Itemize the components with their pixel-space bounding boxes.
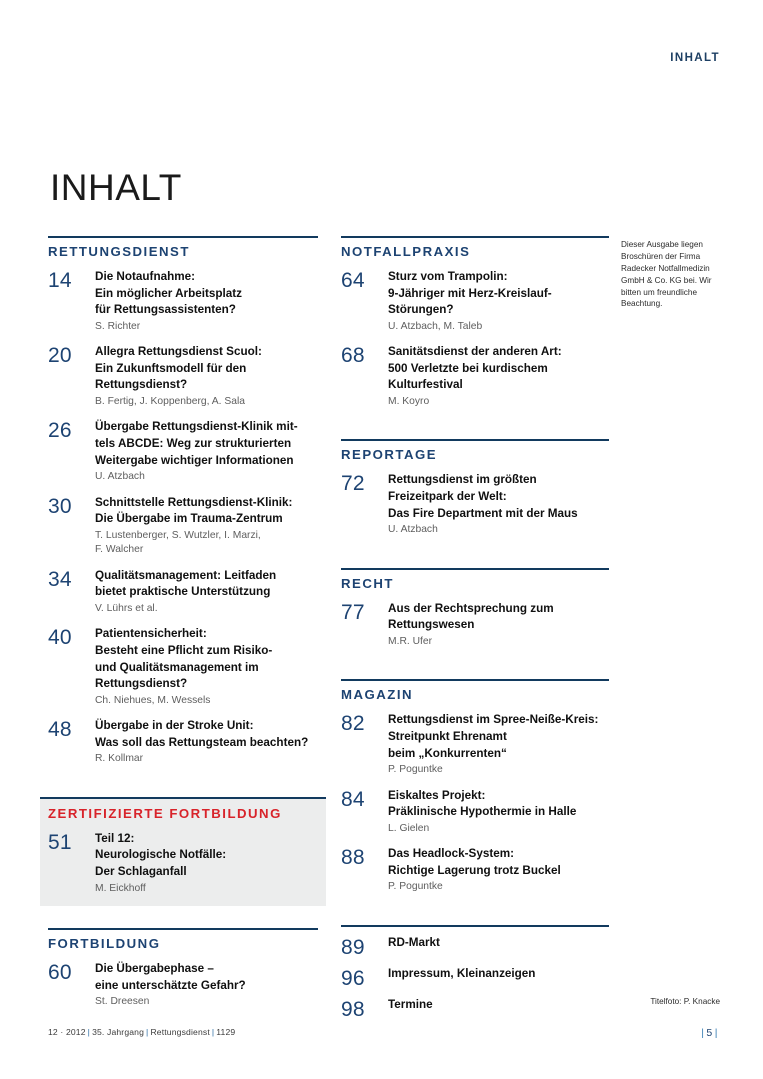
toc-entry[interactable]: [341, 344, 609, 409]
section-title-zertifizierte-fortbildung: ZERTIFIZIERTE FORTBILDUNG: [48, 805, 282, 821]
running-head: INHALT: [670, 52, 720, 64]
toc-entry-authors: U. Atzbach: [388, 524, 438, 536]
toc-entry-body: [388, 601, 609, 650]
section-title-fortbildung: FORTBILDUNG: [48, 936, 161, 952]
section-spacer: [341, 409, 609, 439]
toc-entry-title: Die Notaufnahme: Ein möglicher Arbeitsplatz für Rettungsassistenten?: [95, 270, 242, 317]
section-rule: [48, 236, 318, 238]
folio: [699, 1027, 720, 1039]
toc-entry-body: [388, 269, 609, 334]
section-spacer: [48, 906, 318, 928]
toc-entry-title: Patientensicherheit: Besteht eine Pflicht zum Risiko- und Qualitätsmanagement im Rettungsdienst?: [95, 627, 273, 691]
toc-entry-title: RD-Markt: [388, 935, 440, 949]
toc-entry[interactable]: [341, 788, 609, 837]
toc-entry-page-number: 34: [48, 567, 72, 591]
section-rule: [341, 679, 609, 681]
toc-section-back-matter: [341, 925, 609, 1020]
section-title-notfallpraxis: NOTFALLPRAXIS: [341, 244, 471, 259]
toc-entry-body: [95, 495, 318, 558]
toc-entry-title: Übergabe in der Stroke Unit: Was soll das Rettungsteam beachten?: [95, 719, 309, 749]
toc-entry-page-number: 48: [48, 718, 72, 742]
footer-separator-2: |: [146, 1027, 149, 1037]
toc-entry-page-number: 64: [341, 269, 365, 292]
toc-entry[interactable]: [48, 961, 318, 1010]
toc-section-fortbildung: [48, 928, 318, 1010]
toc-entry-body: [95, 344, 318, 409]
toc-entry-authors: P. Poguntke: [388, 764, 443, 776]
toc-entry-title: Schnittstelle Rettungsdienst-Klinik: Die Übergabe im Trauma-Zentrum: [95, 495, 293, 526]
toc-entry-authors: P. Poguntke: [388, 881, 443, 893]
toc-section-magazin: [341, 679, 609, 894]
toc-column-left: [48, 236, 318, 1010]
footer-separator-3: |: [211, 1027, 215, 1037]
toc-entry-authors: L. Gielen: [388, 822, 430, 834]
toc-entry[interactable]: [48, 269, 318, 334]
footer-issue: 12 · 2012: [48, 1027, 86, 1037]
toc-entry-body: [388, 712, 609, 777]
section-spacer: [341, 895, 609, 925]
toc-entry-title: Sturz vom Trampolin: 9-Jähriger mit Herz-Kreislauf-Störungen?: [388, 270, 552, 317]
toc-entry-body: [388, 472, 609, 537]
toc-entry[interactable]: [48, 831, 318, 896]
toc-entry-page-number: 26: [48, 419, 72, 443]
toc-entry-body: [388, 788, 609, 837]
toc-entry[interactable]: [48, 568, 318, 617]
toc-entry-body: [95, 269, 318, 334]
toc-entry[interactable]: [341, 967, 609, 989]
toc-entry-title: Die Übergabephase – eine unterschätzte Gefahr?: [95, 962, 246, 992]
toc-entry-body: [388, 998, 609, 1013]
toc-entry-page-number: 60: [48, 961, 72, 985]
section-spacer: [341, 538, 609, 568]
toc-entry-authors: S. Richter: [95, 320, 141, 332]
toc-entry-title: Impressum, Kleinanzeigen: [388, 966, 536, 980]
toc-entry[interactable]: [341, 936, 609, 958]
toc-section-reportage: [341, 439, 609, 537]
toc-entry-page-number: 89: [341, 935, 365, 959]
toc-entry-authors: St. Dreesen: [95, 996, 150, 1008]
toc-entry-title: Rettungsdienst im größten Freizeitpark der Welt: Das Fire Department mit der Maus: [388, 473, 578, 520]
section-rule: [341, 568, 609, 570]
margin-note-insert: Dieser Ausgabe liegen Broschüren der Firma Radecker Notfallmedizin GmbH & Co. KG bei. Wir bitten um freundliche Beachtung.: [621, 240, 712, 309]
toc-entry-page-number: 20: [48, 344, 72, 368]
folio-bar-left: |: [701, 1027, 705, 1039]
folio-bar-right: |: [714, 1027, 718, 1039]
folio-number: 5: [706, 1027, 713, 1039]
toc-entry-page-number: 88: [341, 846, 365, 870]
section-title-rettungsdienst: RETTUNGSDIENST: [48, 244, 190, 259]
footer-separator-1: |: [87, 1027, 91, 1037]
section-title-recht: RECHT: [341, 575, 394, 591]
section-rule: [48, 928, 318, 930]
toc-entry-authors: M.R. Ufer: [388, 635, 433, 647]
toc-entry-body: [95, 626, 318, 708]
toc-entry-page-number: 40: [48, 626, 72, 650]
toc-entry-authors: M. Koyro: [388, 396, 430, 408]
footer-number: 1129: [216, 1027, 236, 1037]
toc-entry-authors: B. Fertig, J. Koppenberg, A. Sala: [95, 396, 245, 408]
toc-entry-body: [388, 846, 609, 895]
toc-entry-body: [95, 961, 318, 1010]
toc-entry-body: [95, 568, 318, 617]
section-title-magazin: MAGAZIN: [341, 687, 414, 703]
toc-entry[interactable]: [48, 419, 318, 484]
toc-column-right: [341, 236, 609, 1020]
toc-entry[interactable]: [341, 998, 609, 1020]
toc-entry-body: [388, 344, 609, 409]
toc-entry-title: Eiskaltes Projekt: Präklinische Hypothermie in Halle: [388, 788, 577, 819]
toc-entry-page-number: 77: [341, 600, 365, 624]
section-title-reportage: REPORTAGE: [341, 447, 438, 463]
toc-entry[interactable]: [341, 712, 609, 777]
toc-entry[interactable]: [341, 846, 609, 895]
toc-entry-title: Qualitätsmanagement: Leitfaden bietet praktische Unterstützung: [95, 568, 277, 599]
toc-entry-authors: R. Kollmar: [95, 753, 144, 765]
toc-entry-title: Sanitätsdienst der anderen Art: 500 Verletzte bei kurdischem Kulturfestival: [388, 345, 562, 392]
toc-entry-body: [95, 718, 318, 767]
toc-entry[interactable]: [48, 626, 318, 708]
toc-entry-body: [388, 936, 609, 951]
toc-entry[interactable]: [48, 495, 318, 558]
footer-journal: Rettungsdienst: [150, 1027, 210, 1037]
toc-entry[interactable]: [341, 472, 609, 537]
toc-entry-authors: U. Atzbach: [95, 471, 145, 483]
toc-entry-body: [388, 967, 609, 982]
toc-entry-page-number: 96: [341, 966, 365, 990]
toc-section-notfallpraxis: [341, 236, 609, 409]
section-spacer: [341, 649, 609, 679]
toc-entry-title: Allegra Rettungsdienst Scuol: Ein Zukunftsmodell für den Rettungsdienst?: [95, 345, 262, 392]
section-rule: [40, 797, 326, 799]
toc-entry-authors: T. Lustenberger, S. Wutzler, I. Marzi, F. Walcher: [95, 529, 261, 556]
toc-entry[interactable]: [48, 718, 318, 767]
toc-entry-page-number: 14: [48, 269, 72, 292]
footer-issue-info: [48, 1027, 235, 1037]
toc-entry-page-number: 98: [341, 997, 365, 1021]
section-rule: [341, 439, 609, 441]
section-rule: [341, 925, 609, 927]
toc-entry-title: Das Headlock-System: Richtige Lagerung trotz Buckel: [388, 847, 561, 877]
toc-entry[interactable]: [341, 601, 609, 650]
toc-entry-authors: V. Lührs et al.: [95, 602, 158, 614]
toc-entry-title: Termine: [388, 997, 433, 1011]
toc-entry-page-number: 68: [341, 344, 365, 368]
toc-entry-page-number: 84: [341, 787, 365, 811]
toc-entry-title: Übergabe Rettungsdienst-Klinik mit- tels ABCDE: Weg zur strukturierten Weitergabe wichtiger Informationen: [95, 420, 298, 467]
toc-section-zertifizierte-fortbildung: [40, 797, 326, 906]
cover-photo-credit: Titelfoto: P. Knacke: [650, 997, 720, 1006]
toc-entry-authors: Ch. Niehues, M. Wessels: [95, 694, 211, 706]
toc-entry-body: [95, 831, 318, 896]
toc-entry-page-number: 72: [341, 472, 365, 496]
footer-volume: 35. Jahrgang: [92, 1027, 145, 1037]
toc-entry-authors: U. Atzbach, M. Taleb: [388, 320, 483, 332]
toc-entry-page-number: 51: [48, 830, 72, 854]
toc-entry-authors: M. Eickhoff: [95, 882, 146, 894]
page-title: INHALT: [50, 166, 182, 208]
toc-section-recht: [341, 568, 609, 650]
toc-entry-page-number: 30: [48, 494, 72, 518]
section-rule: [341, 236, 609, 238]
section-spacer: [48, 767, 318, 797]
toc-entry-title: Teil 12: Neurologische Notfälle: Der Schlaganfall: [95, 831, 227, 879]
toc-entry-title: Rettungsdienst im Spree-Neiße-Kreis: Streitpunkt Ehrenamt beim „Konkurrenten“: [388, 713, 599, 760]
toc-section-rettungsdienst: [48, 236, 318, 767]
toc-entry-title: Aus der Rechtsprechung zum Rettungswesen: [388, 601, 554, 632]
toc-entry-body: [95, 419, 318, 484]
toc-entry-page-number: 82: [341, 712, 365, 736]
toc-entry[interactable]: [341, 269, 609, 334]
toc-entry[interactable]: [48, 344, 318, 409]
